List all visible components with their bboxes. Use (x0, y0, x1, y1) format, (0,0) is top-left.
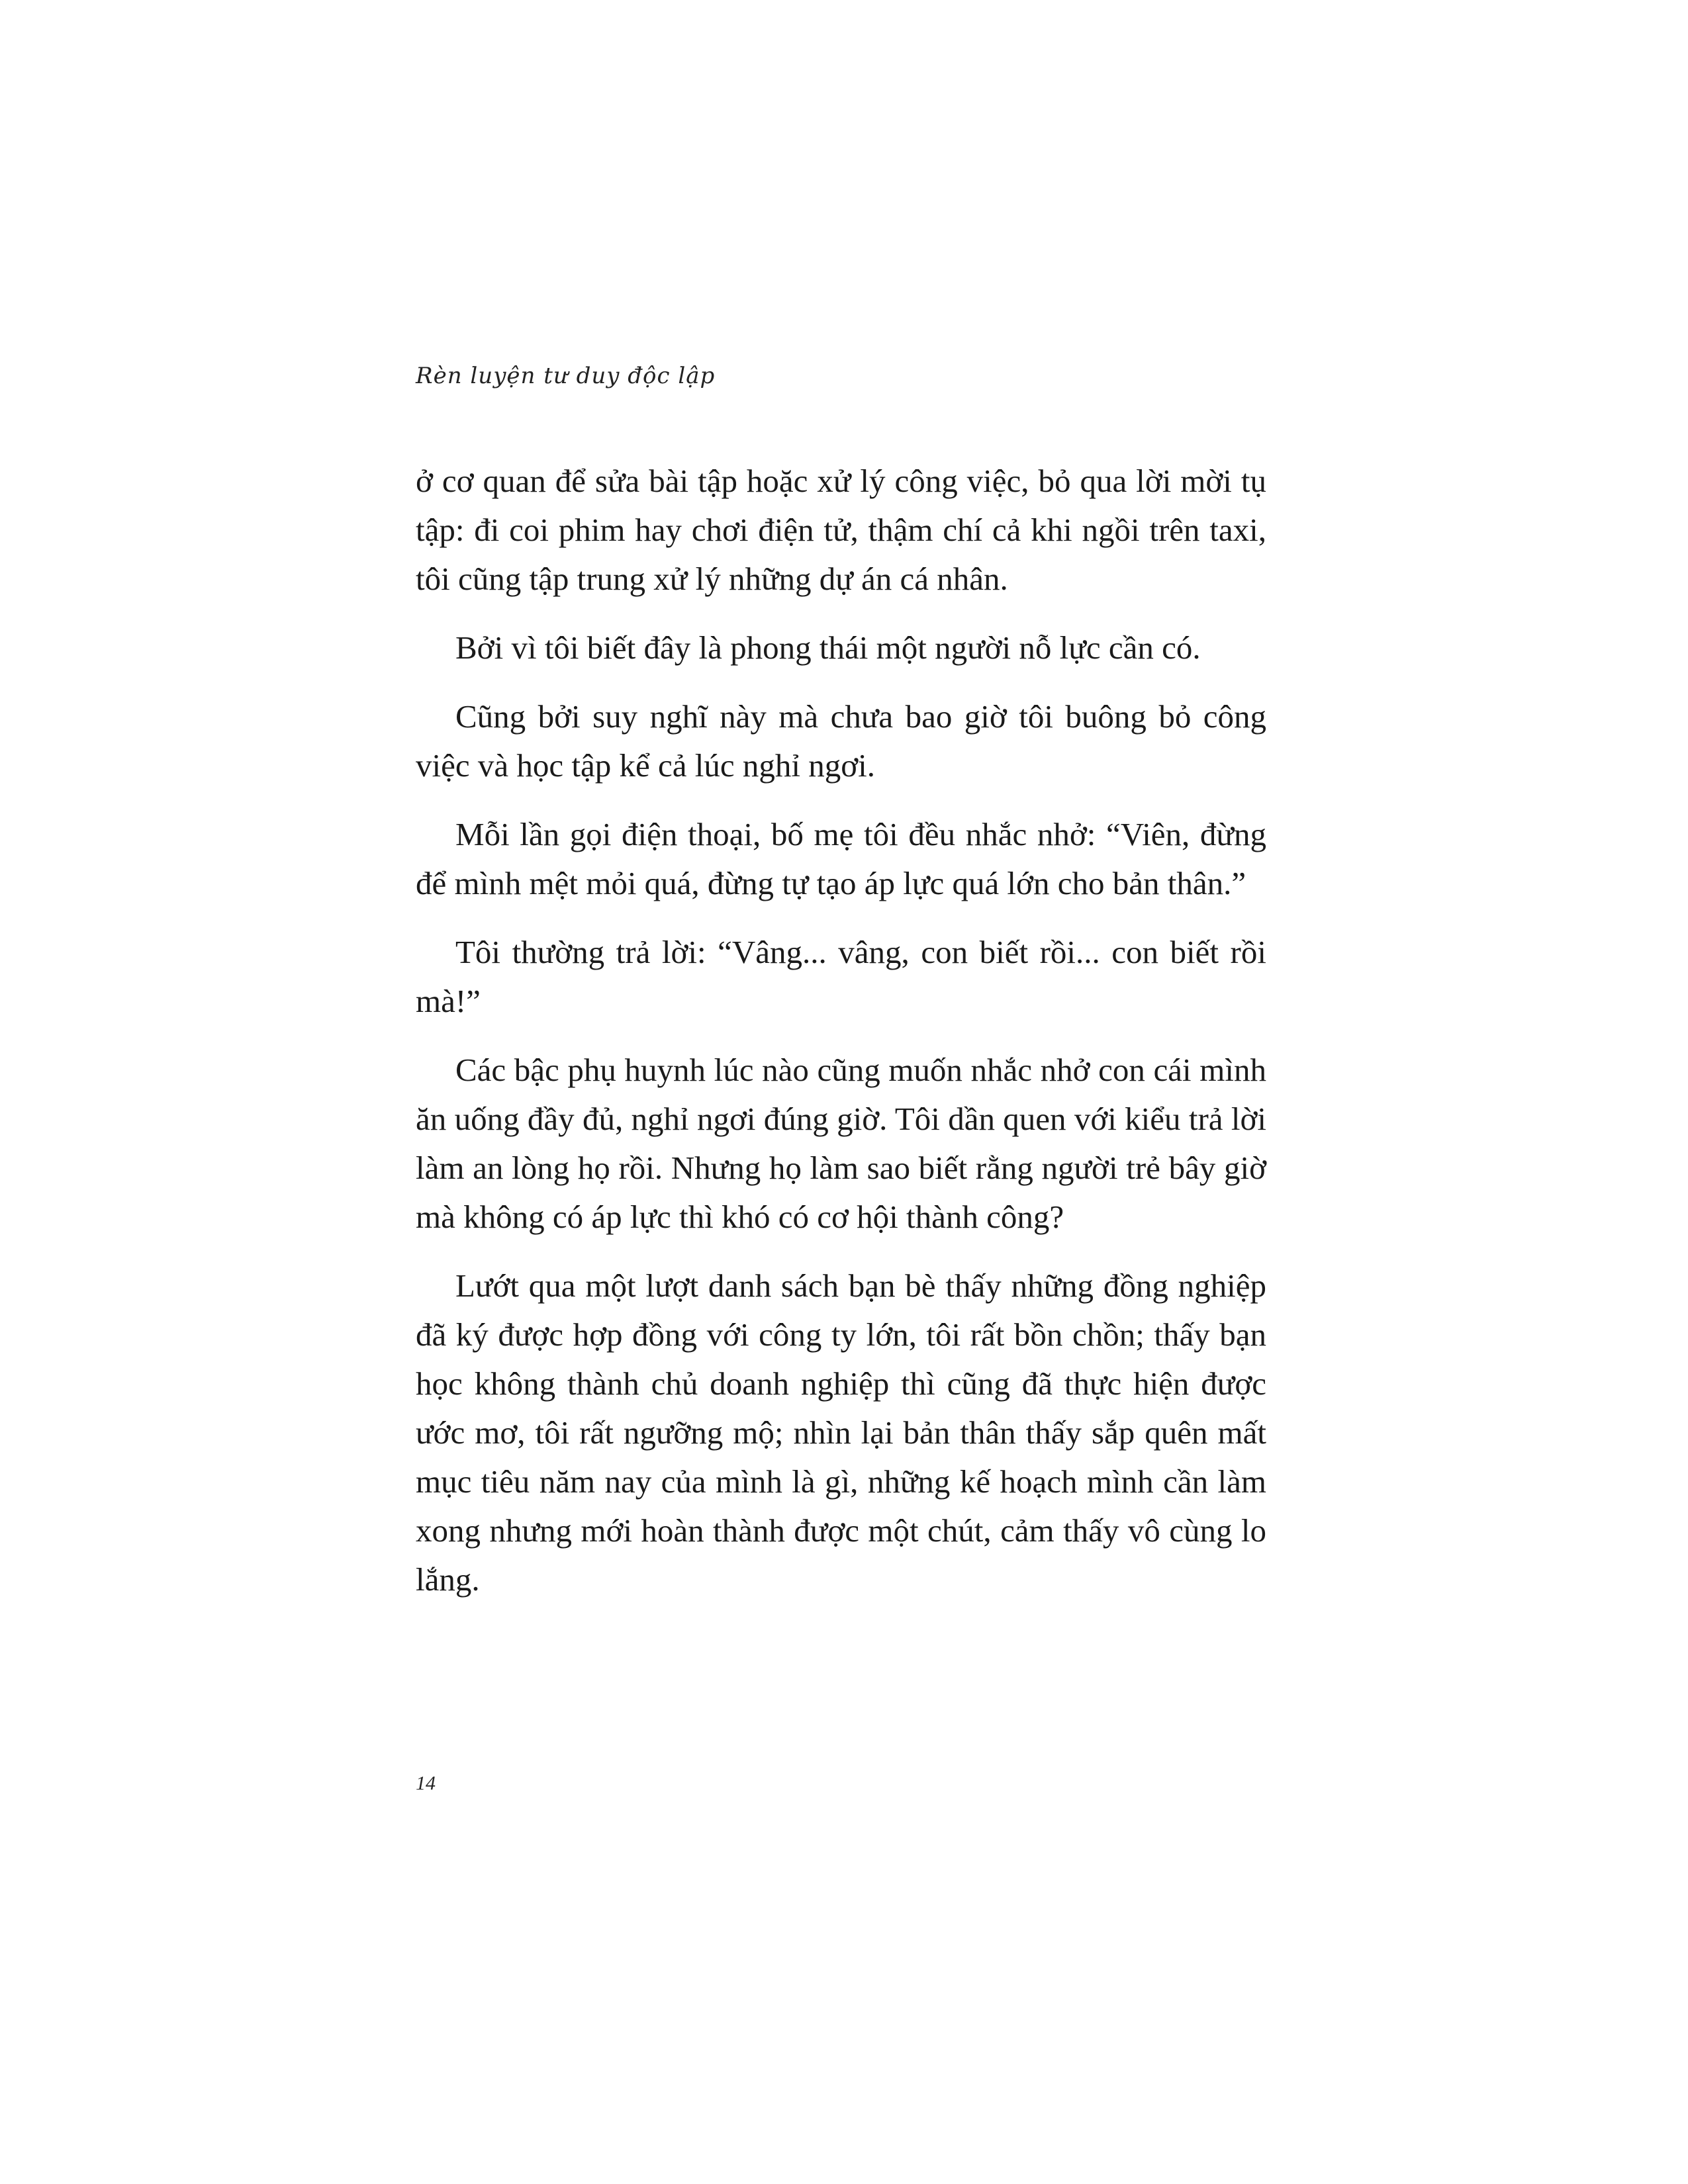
running-header: Rèn luyện tư duy độc lập (416, 363, 716, 389)
page-number: 14 (416, 1772, 436, 1794)
paragraph-3: Cũng bởi suy nghĩ này mà chưa bao giờ tôi buông bỏ công việc và học tập kể cả lúc nghỉ ngơi. (416, 698, 1266, 784)
paragraph-7: Lướt qua một lượt danh sách bạn bè thấy những đồng nghiệp đã ký được hợp đồng với công ty lớn, tôi rất bồn chồn; thấy bạn học không thành chủ doanh nghiệp thì cũng đã thực hiện được ước mơ, tôi rất ngưỡng mộ; nhìn lại bản thân thấy sắp quên mất mục tiêu năm nay của mình là gì, những kế hoạch mình cần làm xong nhưng mới hoàn thành được một chút, cảm thấy vô cùng lo lắng. (416, 1267, 1266, 1598)
paragraph-6: Các bậc phụ huynh lúc nào cũng muốn nhắc nhở con cái mình ăn uống đầy đủ, nghỉ ngơi đúng giờ. Tôi dần quen với kiểu trả lời làm an lòng họ rồi. Nhưng họ làm sao biết rằng người trẻ bây giờ mà không có áp lực thì khó có cơ hội thành công? (416, 1052, 1266, 1235)
paragraph-4: Mỗi lần gọi điện thoại, bố mẹ tôi đều nhắc nhở: “Viên, đừng để mình mệt mỏi quá, đừng tự tạo áp lực quá lớn cho bản thân.” (416, 816, 1266, 901)
paragraph-5: Tôi thường trả lời: “Vâng... vâng, con biết rồi... con biết rồi mà!” (416, 934, 1266, 1019)
paragraph-2: Bởi vì tôi biết đây là phong thái một người nỗ lực cần có. (455, 629, 1201, 666)
body-text (416, 457, 1266, 1624)
paragraph-1: ở cơ quan để sửa bài tập hoặc xử lý công việc, bỏ qua lời mời tụ tập: đi coi phim hay chơi điện tử, thậm chí cả khi ngồi trên taxi, tôi cũng tập trung xử lý những dự án cá nhân. (416, 463, 1266, 597)
